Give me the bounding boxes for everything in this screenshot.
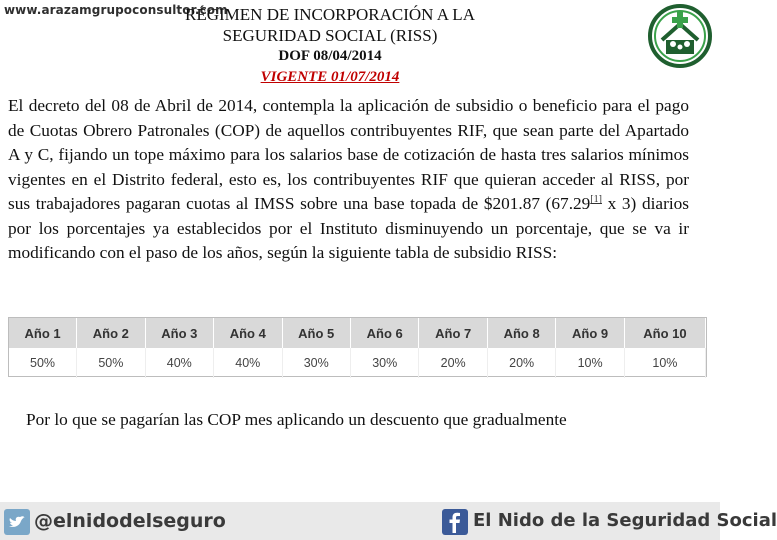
closing-text: Por lo que se pagarían las COP mes aplicando un descuento que gradualmente [26,410,567,429]
table-cell: 30% [282,348,350,378]
table-header-cell: Año 4 [214,318,282,348]
logo-house-family-cross-icon [648,4,712,68]
table-cell: 50% [77,348,145,378]
title-line-2: SEGURIDAD SOCIAL (RISS) [222,26,438,45]
decree-paragraph [8,94,689,266]
table-header-cell: Año 5 [282,318,350,348]
table-cell: 30% [350,348,418,378]
footnote-link[interactable]: [1] [590,194,602,206]
title-line-4: VIGENTE 01/07/2014 [260,69,400,85]
subsidy-table [8,317,707,377]
table-cell: 40% [214,348,282,378]
website-url: www.arazamgrupoconsultor.com [4,3,228,17]
title-line-1: RÉGIMEN DE INCORPORACIÓN A LA [185,5,475,24]
table-header-cell: Año 7 [419,318,487,348]
table-header-cell: Año 2 [77,318,145,348]
table-cell: 40% [145,348,213,378]
table-cell: 10% [556,348,624,378]
table-cell: 20% [487,348,555,378]
table-row [9,348,706,378]
table-header-row [9,318,706,348]
paragraph-part-2: x 3) diarios por los porcentajes ya establecidos por el Instituto disminuyendo un porcentaje, que se va ir modificando con el paso de los años, según la siguiente tabla de subsidio RISS: [8,194,689,262]
table-cell: 20% [419,348,487,378]
table-header-cell: Año 10 [624,318,705,348]
title-line-3: DOF 08/04/2014 [278,48,382,64]
table-header-cell: Año 8 [487,318,555,348]
twitter-bird-icon[interactable] [4,509,30,535]
table-header-cell: Año 6 [350,318,418,348]
facebook-page-name[interactable]: El Nido de la Seguridad Social [473,510,777,531]
paragraph-part-1: El decreto del 08 de Abril de 2014, contempla la aplicación de subsidio o beneficio para el pago de Cuotas Obrero Patronales (COP) de aquellos contribuyentes RIF, que sean parte del Apartado A y C, fijando un tope máximo para los salarios base de cotización de hasta tres salarios mínimos vigentes en el Distrito federal, esto es, los contribuyentes RIF que quieran acceder al RISS, por sus trabajadores pagaran cuotas al IMSS sobre una base topada de $201.87 (67.29 [8,96,689,213]
facebook-f-icon[interactable] [442,509,468,535]
table-header-cell: Año 1 [9,318,77,348]
twitter-handle[interactable]: @elnidodelseguro [34,510,226,532]
table-cell: 50% [9,348,77,378]
document-title [150,4,510,88]
table-cell: 10% [624,348,705,378]
table-header-cell: Año 9 [556,318,624,348]
table-header-cell: Año 3 [145,318,213,348]
